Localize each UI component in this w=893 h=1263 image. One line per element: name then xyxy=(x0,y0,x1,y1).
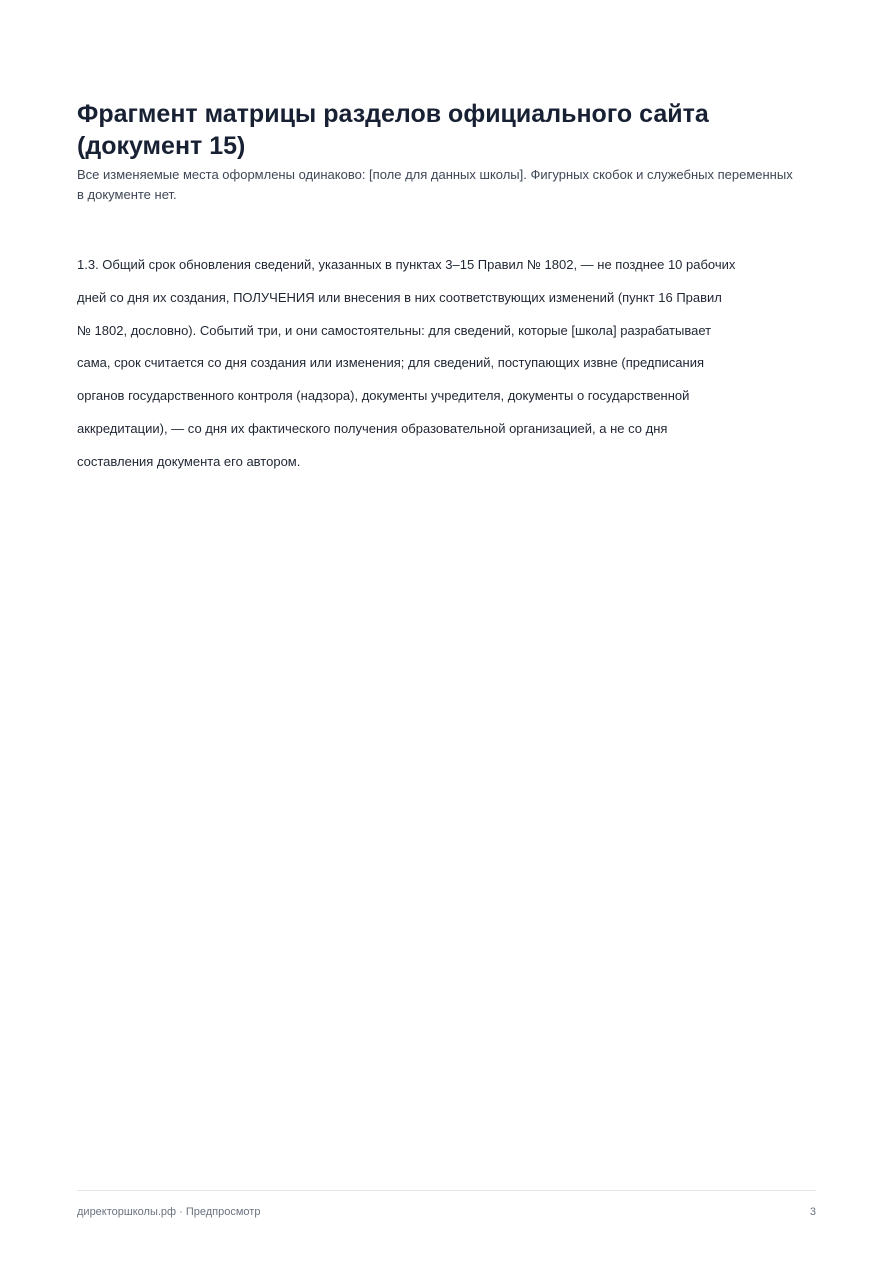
body-paragraph: 1.3. Общий срок обновления сведений, указанных в пунктах 3–15 Правил № 1802, — не позднее 10 рабочих дней со дня их создания, ПОЛУЧЕНИЯ или внесения в них соответствующих изменений (пункт 16 Правил № 1802, дословно). Событий три, и они самостоятельны: для сведений, которые [школа] разрабатывает сама, срок считается со дня создания или изменения; для сведений, поступающих извне (предписания органов государственного контроля (надзора), документы учредителя, документы о государственной аккредитации), — со дня их фактического получения образовательной организацией, а не со дня составления документа его автором. xyxy=(77,257,736,469)
page-number: 3 xyxy=(809,1206,816,1218)
footer-divider xyxy=(77,1190,816,1191)
page-title: Фрагмент матрицы разделов официального сайта (документ 15) xyxy=(77,100,709,160)
page-subtitle: Все изменяемые места оформлены одинаково: [поле для данных школы]. Фигурных скобок и служебных переменных в документе нет. xyxy=(77,167,793,202)
footer-source: директоршколы.рф · Предпросмотр xyxy=(77,1206,261,1218)
